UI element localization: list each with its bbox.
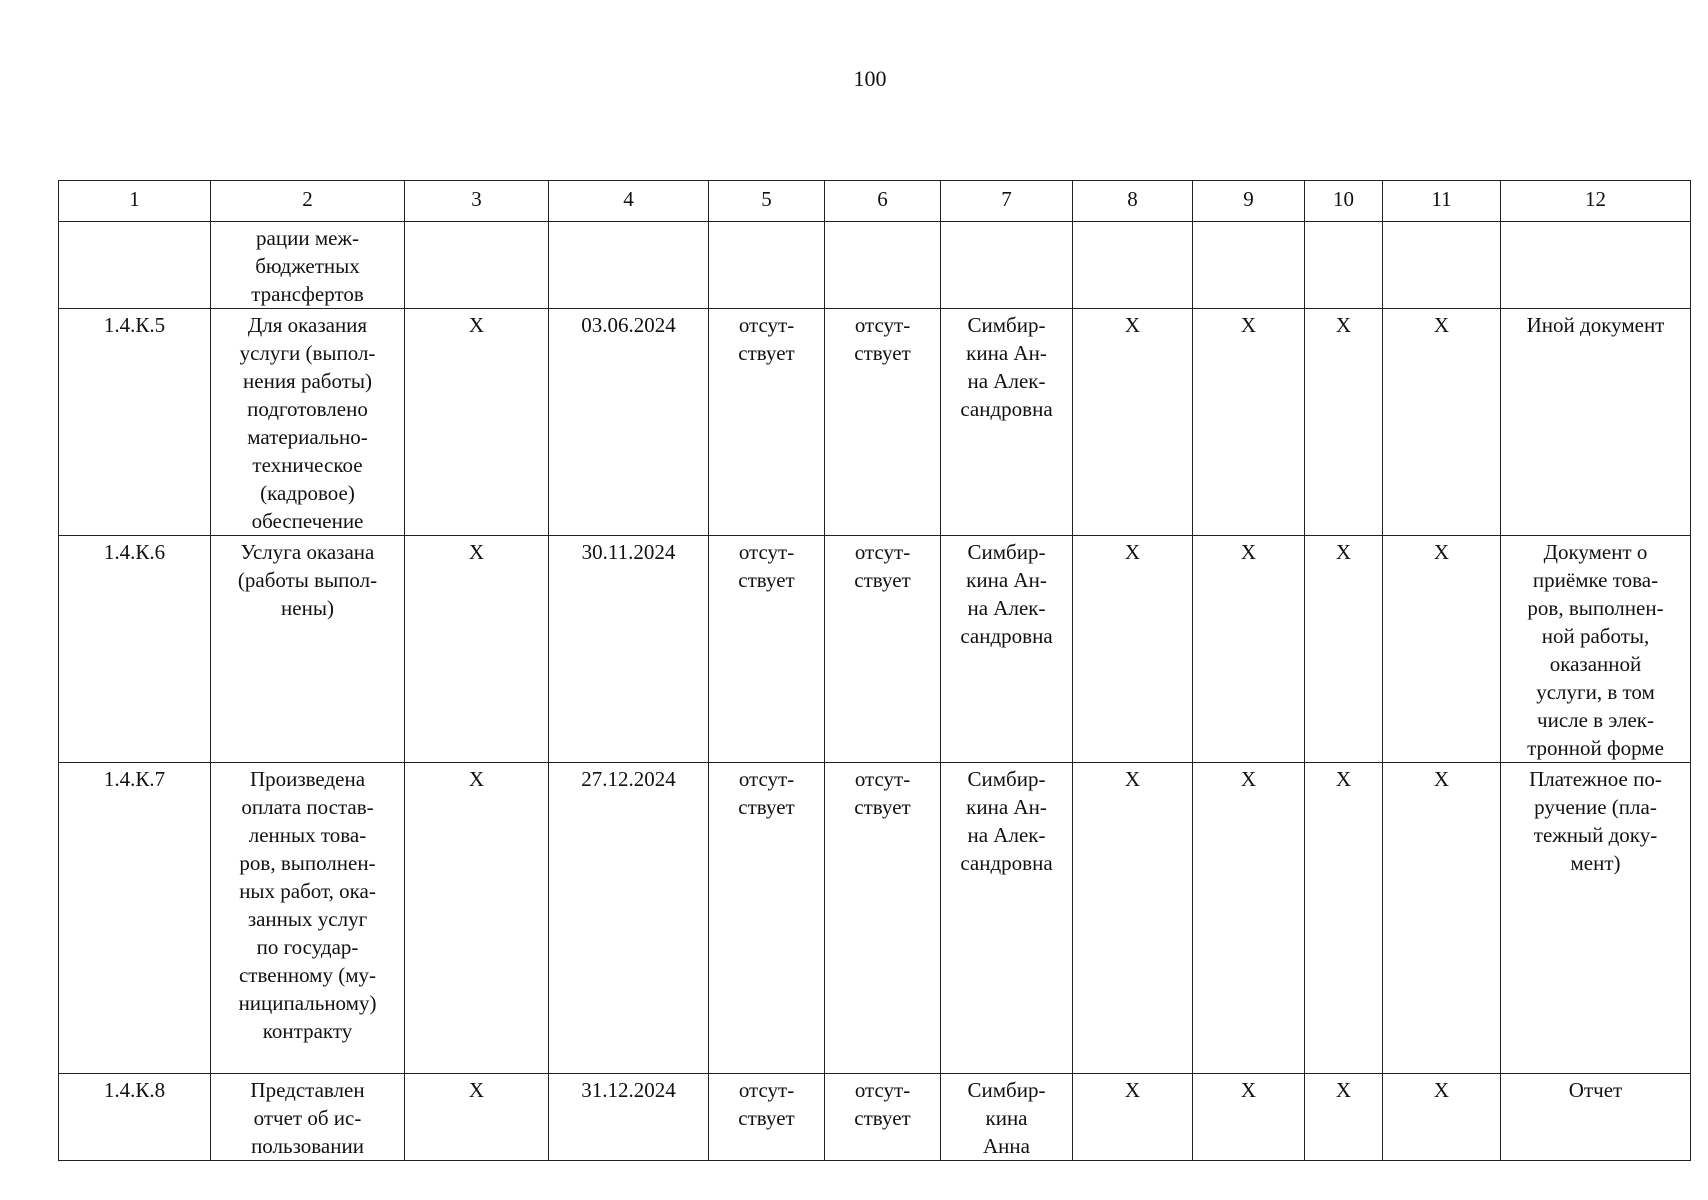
cell: Х — [1193, 1074, 1305, 1161]
cell-code: 1.4.К.6 — [59, 536, 211, 763]
column-header: 10 — [1305, 181, 1383, 222]
cell: Х — [405, 763, 549, 1074]
cell: отсут- ствует — [825, 1074, 941, 1161]
cell-responsible — [941, 222, 1073, 309]
cell-document-type: Отчет — [1501, 1074, 1691, 1161]
cell — [1073, 222, 1193, 309]
cell: отсут- ствует — [825, 536, 941, 763]
column-header: 3 — [405, 181, 549, 222]
cell-description: Произведена оплата постав- ленных това- ров, выполнен- ных работ, ока- занных услуг по государ- ственному (му- ниципальному) контракту — [211, 763, 405, 1074]
column-header: 12 — [1501, 181, 1691, 222]
cell-date: 30.11.2024 — [549, 536, 709, 763]
cell-date: 27.12.2024 — [549, 763, 709, 1074]
cell: Х — [1073, 1074, 1193, 1161]
column-header: 9 — [1193, 181, 1305, 222]
cell: Х — [1193, 309, 1305, 536]
cell: Х — [1073, 536, 1193, 763]
cell — [1383, 222, 1501, 309]
cell-code: 1.4.К.7 — [59, 763, 211, 1074]
cell: Х — [1383, 763, 1501, 1074]
page-number: 100 — [853, 66, 887, 91]
cell: Х — [1383, 309, 1501, 536]
cell-document-type — [1501, 222, 1691, 309]
cell-document-type: Платежное по- ручение (пла- тежный доку- мент) — [1501, 763, 1691, 1074]
cell: Х — [1305, 1074, 1383, 1161]
cell: Х — [1193, 536, 1305, 763]
cell-code: 1.4.К.5 — [59, 309, 211, 536]
cell: Х — [405, 1074, 549, 1161]
column-header: 11 — [1383, 181, 1501, 222]
table-header-row — [59, 181, 1691, 222]
cell-responsible: Симбир- кина Ан- на Алек- сандровна — [941, 763, 1073, 1074]
cell — [1305, 222, 1383, 309]
table-row — [59, 536, 1691, 763]
cell — [709, 222, 825, 309]
cell: отсут- ствует — [825, 309, 941, 536]
column-header: 2 — [211, 181, 405, 222]
cell: отсут- ствует — [709, 763, 825, 1074]
cell-document-type: Иной документ — [1501, 309, 1691, 536]
cell-description: рации меж- бюджетных трансфертов — [211, 222, 405, 309]
cell-code — [59, 222, 211, 309]
cell — [1193, 222, 1305, 309]
cell: Х — [1073, 309, 1193, 536]
cell: Х — [1383, 536, 1501, 763]
cell-date — [549, 222, 709, 309]
cell-description: Услуга оказана (работы выпол- нены) — [211, 536, 405, 763]
table-row — [59, 763, 1691, 1074]
cell — [825, 222, 941, 309]
cell: Х — [1305, 763, 1383, 1074]
cell: Х — [1383, 1074, 1501, 1161]
cell-description: Для оказания услуги (выпол- нения работы) подготовлено материально- техническое (кадровое) обеспечение — [211, 309, 405, 536]
column-header: 4 — [549, 181, 709, 222]
table-row — [59, 1074, 1691, 1161]
cell-date: 31.12.2024 — [549, 1074, 709, 1161]
column-header: 7 — [941, 181, 1073, 222]
cell: Х — [405, 536, 549, 763]
column-header: 5 — [709, 181, 825, 222]
table-row — [59, 222, 1691, 309]
cell: отсут- ствует — [825, 763, 941, 1074]
cell: Х — [1305, 309, 1383, 536]
cell-responsible: Симбир- кина Ан- на Алек- сандровна — [941, 536, 1073, 763]
cell: Х — [405, 309, 549, 536]
cell: отсут- ствует — [709, 309, 825, 536]
cell-responsible: Симбир- кина Анна — [941, 1074, 1073, 1161]
column-header: 1 — [59, 181, 211, 222]
cell-description: Представлен отчет об ис- пользовании — [211, 1074, 405, 1161]
document-table — [58, 180, 1691, 1161]
cell-document-type: Документ о приёмке това- ров, выполнен- ной работы, оказанной услуги, в том числе в элек- тронной форме — [1501, 536, 1691, 763]
cell: Х — [1073, 763, 1193, 1074]
table-row — [59, 309, 1691, 536]
cell: Х — [1305, 536, 1383, 763]
cell: Х — [1193, 763, 1305, 1074]
cell-code: 1.4.К.8 — [59, 1074, 211, 1161]
cell: отсут- ствует — [709, 1074, 825, 1161]
cell — [405, 222, 549, 309]
column-header: 8 — [1073, 181, 1193, 222]
cell: отсут- ствует — [709, 536, 825, 763]
cell-date: 03.06.2024 — [549, 309, 709, 536]
cell-responsible: Симбир- кина Ан- на Алек- сандровна — [941, 309, 1073, 536]
column-header: 6 — [825, 181, 941, 222]
